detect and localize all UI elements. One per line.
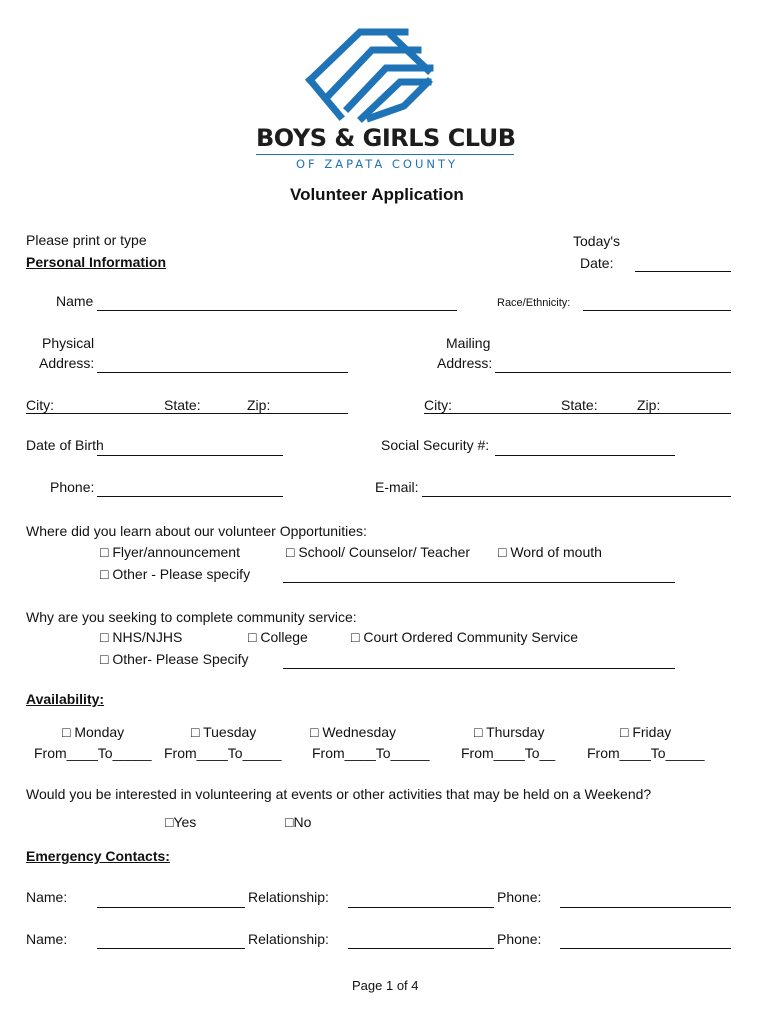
college-checkbox[interactable]: □ College [248,629,308,645]
ssn-label: Social Security #: [381,437,490,453]
word-of-mouth-checkbox[interactable]: □ Word of mouth [498,544,602,560]
emergency-relationship-field-1[interactable] [348,907,494,908]
wednesday-times[interactable]: From____To_____ [312,745,430,761]
todays-label: Today's [573,233,621,249]
date-label: Date: [580,255,614,271]
other-why-field[interactable] [283,668,675,669]
club-logo-icon [300,28,440,123]
page-number: Page 1 of 4 [352,978,419,993]
other-learn-field[interactable] [283,582,675,583]
tuesday-checkbox[interactable]: □ Tuesday [191,724,257,740]
instructions: Please print or type [26,232,147,248]
emergency-name-label-2: Name: [26,931,68,947]
availability-heading: Availability: [26,691,105,707]
state-label: State: [164,397,201,413]
ssn-field[interactable] [495,455,675,456]
emergency-relationship-label-1: Relationship: [248,889,329,905]
friday-checkbox[interactable]: □ Friday [620,724,672,740]
phone-label: Phone: [50,479,95,495]
monday-checkbox[interactable]: □ Monday [62,724,125,740]
emergency-relationship-label-2: Relationship: [248,931,329,947]
emergency-phone-label-2: Phone: [497,931,542,947]
court-ordered-checkbox[interactable]: □ Court Ordered Community Service [351,629,579,645]
physical-address-field[interactable] [97,372,348,373]
race-label: Race/Ethnicity: [497,297,571,309]
emergency-name-field-1[interactable] [97,907,245,908]
wednesday-checkbox[interactable]: □ Wednesday [310,724,397,740]
emergency-phone-label-1: Phone: [497,889,542,905]
mailing-address-label: Address: [437,355,493,371]
weekend-question: Would you be interested in volunteering at events or other activities that may be held on a Weekend? [26,786,652,802]
emergency-phone-field-2[interactable] [560,948,731,949]
mailing-address-field[interactable] [495,372,731,373]
mailing-city-state-zip-field[interactable] [424,413,731,414]
mailing-label: Mailing [446,335,491,351]
learn-question: Where did you learn about our volunteer Opportunities: [26,523,367,539]
emergency-name-label-1: Name: [26,889,68,905]
zip-label: Zip: [247,397,271,413]
logo-subtitle: OF ZAPATA COUNTY [296,157,459,171]
flyer-checkbox[interactable]: □ Flyer/announcement [100,544,240,560]
weekend-yes-checkbox[interactable]: □Yes [165,814,197,830]
email-field[interactable] [422,496,731,497]
city-label: City: [26,397,54,413]
race-field[interactable] [583,310,731,311]
friday-times[interactable]: From____To_____ [587,745,705,761]
logo-divider [256,154,514,155]
nhs-checkbox[interactable]: □ NHS/NJHS [100,629,183,645]
why-question: Why are you seeking to complete community service: [26,609,357,625]
physical-address-label: Address: [39,355,95,371]
name-label: Name [56,293,94,309]
dob-label: Date of Birth [26,437,104,453]
mailing-state-label: State: [561,397,598,413]
monday-times[interactable]: From____To_____ [34,745,152,761]
mailing-city-label: City: [424,397,452,413]
emergency-relationship-field-2[interactable] [348,948,494,949]
physical-city-state-zip-field[interactable] [26,413,348,414]
email-label: E-mail: [375,479,419,495]
personal-info-heading: Personal Information [26,254,167,270]
other-learn-checkbox[interactable]: □ Other - Please specify [100,566,251,582]
logo-name: BOYS & GIRLS CLUB [256,124,516,152]
name-field[interactable] [97,310,457,311]
date-field[interactable] [635,271,731,272]
phone-field[interactable] [97,496,283,497]
physical-label: Physical [42,335,95,351]
form-title: Volunteer Application [290,185,464,204]
dob-field[interactable] [97,455,283,456]
school-checkbox[interactable]: □ School/ Counselor/ Teacher [286,544,471,560]
thursday-checkbox[interactable]: □ Thursday [474,724,545,740]
emergency-name-field-2[interactable] [97,948,245,949]
weekend-no-checkbox[interactable]: □No [285,814,312,830]
thursday-times[interactable]: From____To__ [461,745,556,761]
mailing-zip-label: Zip: [637,397,661,413]
emergency-heading: Emergency Contacts: [26,848,170,864]
tuesday-times[interactable]: From____To_____ [164,745,282,761]
other-why-checkbox[interactable]: □ Other- Please Specify [100,651,249,667]
emergency-phone-field-1[interactable] [560,907,731,908]
